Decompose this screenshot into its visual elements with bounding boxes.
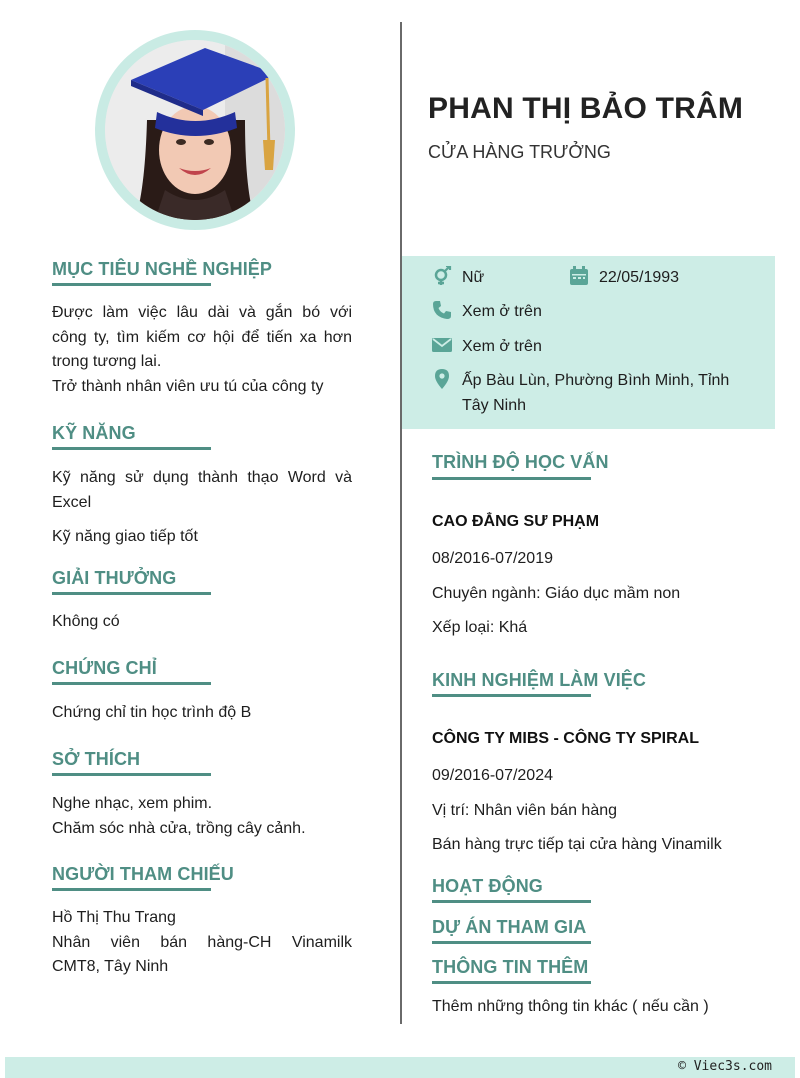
experience-heading: KINH NGHIỆM LÀM VIỆC	[432, 670, 647, 690]
phone-icon	[432, 300, 452, 320]
column-divider	[400, 22, 402, 1024]
skills-item-2: Kỹ năng giao tiếp tốt	[52, 528, 198, 545]
skills-item-1-line-1: Kỹ năng sử dụng thành thạo Word và	[52, 469, 352, 486]
education-school: CAO ĐẲNG SƯ PHẠM	[432, 513, 600, 530]
references-heading: NGƯỜI THAM CHIẾU	[52, 864, 234, 884]
projects-underline	[432, 941, 591, 944]
objective-line-1: Được làm việc lâu dài và gắn bó với	[52, 304, 352, 321]
hobbies-text	[52, 792, 306, 841]
objective-line-3: trong tương lai.	[52, 353, 162, 370]
objective-heading: MỤC TIÊU NGHỀ NGHIỆP	[52, 259, 273, 279]
experience-company: CÔNG TY MIBS - CÔNG TY SPIRAL	[432, 730, 699, 747]
certificates-text: Chứng chỉ tin học trình độ B	[52, 704, 252, 721]
awards-underline	[52, 592, 211, 595]
education-major: Chuyên ngành: Giáo dục mầm non	[432, 585, 681, 602]
birthdate-value: 22/05/1993	[599, 269, 680, 286]
objective-line-2: công ty, tìm kiếm cơ hội để tiến xa hơn	[52, 328, 352, 346]
footer-copyright: © Viec3s.com	[678, 1059, 772, 1074]
skills-item-1	[52, 466, 352, 515]
avatar	[105, 40, 285, 220]
gender-icon	[432, 266, 452, 286]
email-icon	[432, 335, 452, 355]
candidate-name: PHAN THỊ BẢO TRÂM	[428, 92, 744, 125]
experience-description: Bán hàng trực tiếp tại cửa hàng Vinamilk	[432, 836, 722, 853]
footer-bar	[5, 1057, 795, 1078]
gender-value: Nữ	[462, 269, 485, 286]
references-text	[52, 906, 352, 980]
references-underline	[52, 888, 211, 891]
location-icon	[432, 369, 452, 389]
activities-underline	[432, 900, 591, 903]
education-period: 08/2016-07/2019	[432, 550, 553, 567]
extra-text: Thêm những thông tin khác ( nếu cần )	[432, 998, 709, 1015]
email-value: Xem ở trên	[462, 338, 542, 355]
skills-item-1-line-2: Excel	[52, 493, 92, 511]
references-line-3: CMT8, Tây Ninh	[52, 958, 169, 975]
objective-underline	[52, 283, 211, 286]
skills-heading: KỸ NĂNG	[52, 423, 136, 443]
experience-period: 09/2016-07/2024	[432, 767, 553, 784]
references-line-2: Nhân viên bán hàng-CH Vinamilk	[52, 933, 352, 951]
phone-value: Xem ở trên	[462, 303, 542, 320]
hobbies-line-1: Nghe nhạc, xem phim.	[52, 795, 213, 812]
education-underline	[432, 477, 591, 480]
activities-heading: HOẠT ĐỘNG	[432, 876, 543, 896]
experience-underline	[432, 694, 591, 697]
education-heading: TRÌNH ĐỘ HỌC VẤN	[432, 452, 609, 472]
awards-heading: GIẢI THƯỞNG	[52, 568, 177, 588]
objective-text	[52, 301, 352, 399]
extra-underline	[432, 981, 591, 984]
references-line-1: Hồ Thị Thu Trang	[52, 909, 176, 926]
hobbies-underline	[52, 773, 211, 776]
avatar-photo	[105, 40, 285, 220]
extra-heading: THÔNG TIN THÊM	[432, 957, 589, 977]
certificates-heading: CHỨNG CHỈ	[52, 658, 157, 678]
calendar-icon	[569, 266, 589, 286]
hobbies-line-2: Chăm sóc nhà cửa, trồng cây cảnh.	[52, 819, 306, 837]
skills-underline	[52, 447, 211, 450]
certificates-underline	[52, 682, 211, 685]
awards-text: Không có	[52, 613, 120, 630]
objective-line-4: Trở thành nhân viên ưu tú của công ty	[52, 377, 324, 395]
education-grade: Xếp loại: Khá	[432, 619, 528, 636]
experience-position: Vị trí: Nhân viên bán hàng	[432, 802, 618, 819]
hobbies-heading: SỞ THÍCH	[52, 749, 141, 769]
projects-heading: DỰ ÁN THAM GIA	[432, 917, 587, 937]
job-title: CỬA HÀNG TRƯỞNG	[428, 142, 611, 162]
address-line-1: Ấp Bàu Lùn, Phường Bình Minh, Tỉnh	[462, 372, 730, 389]
address-line-2: Tây Ninh	[462, 397, 527, 414]
